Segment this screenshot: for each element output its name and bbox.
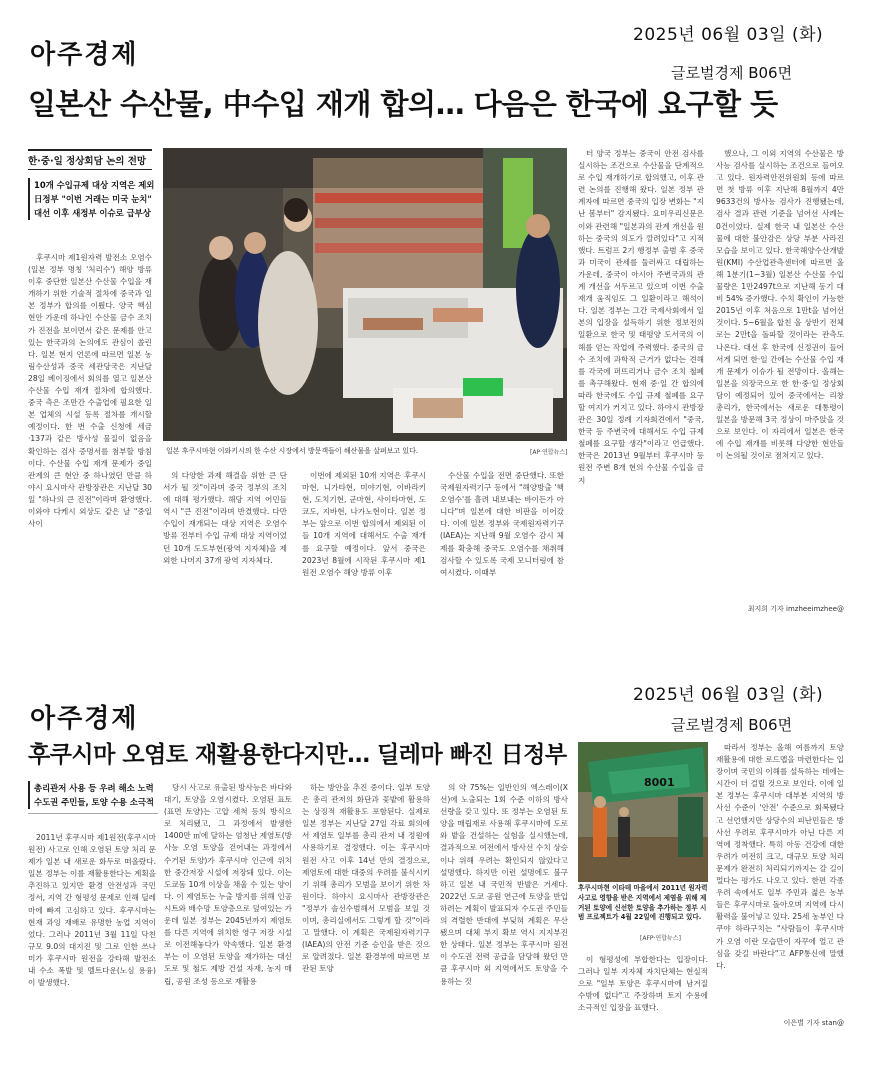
photo-caption: 후쿠시마현 이타테 마을에서 2011년 원자력 사고로 영향을 받은 지역에서 제염을 위해 제거된 토양에 신선한 토양을 추가하는 정부 시범 프로젝트가 4월 22일에 진행되고 있다.	[578, 884, 708, 922]
subheads	[28, 178, 156, 220]
article-column-3	[302, 470, 426, 616]
article-column-4	[440, 782, 568, 1078]
photo-credit: [AFP·연합뉴스]	[640, 935, 681, 942]
subhead-line: 日정부 "이번 거래는 미국 눈치"	[28, 192, 156, 206]
headline: 일본산 수산물, 中수입 재개 합의… 다음은 한국에 요구할 듯	[28, 87, 778, 121]
photo-credit: [AP·연합뉴스]	[530, 449, 568, 456]
body-text: 하는 방안을 추진 중이다. 일부 토양은 총리 관저의 화단과 꽃밭에 활용하는 상징적 재활용도 포함된다. 실제로 일본 정부는 지난달 27일 각료 회의에서 제염토 일부를 총리 관저 내 정원에 사용하기로 결정했다. 이는 후쿠시마 원전 사고 이후 14년 만의 결정으로, 제염토에 대한 대중의 우려를 불식시키기 위해 총리가 모범을 보이기 위한 차원이다. 하야시 요시마사 관방장관은 "정부가 솔선수범해서 모범을 보일 것이며, 총리실에서도 그렇게 할 것"이라고 말했다. 이 계획은 국제원자력기구(IAEA)의 안전 기준 승인을 받은 것으로 알려졌다. 일본 환경부에 따르면 보관된 토양	[302, 783, 430, 974]
subhead-line: 10개 수입규제 대상 지역은 제외	[28, 178, 156, 192]
section-label: 글로벌경제 B06면	[671, 64, 793, 82]
body-text: 따라서 정부는 올해 여름까지 토양 재활용에 대한 로드맵을 마련한다는 입장이며 국민의 이해를 설득하는 데에는 시간이 더 걸릴 것으로 보인다. 이에 일본 정부는 후쿠시마 대부분 지역의 방사선 수준이 '안전' 수준으로 회복됐다고 선언했지만 상당수의 피난민들은 방사선 우려로 후쿠시마가 아닌 다른 지역에 정착했다. 특히 아동 건강에 대한 우려가 여전히 크고, 대규모 토양 처리 문제가 완전히 처리되기까지는 갈 길이 멀다는 평가도 나오고 있다. 한편 각종 우려 속에서도 일부 주민과 젊은 농부들은 후쿠시마로 돌아오며 지역에 다시 활력을 불어넣고 있다. 25세 농부인 다쿠야 하라구치는 "사람들이 후쿠시마가 오염 이란 모습만이 자꾸에 얼고 관심을 갖길 바란다"고 AFP통신에 말했다.	[716, 743, 844, 970]
article-column-6	[716, 148, 844, 600]
body-text: 당시 사고로 유출된 방사능은 바다와 대기, 토양을 오염시켰다. 오염된 표토(표면 토양)는 고압 세척 등의 방식으로 처리됐고, 그 과정에서 발생한 1400만 ㎥에 달하는 엄청난 제염토(방사능 오염 토양을 걷어내는 과정에서 수거된 토양)가 후쿠시마 인근에 위치한 중간저장 시설에 저장돼 있다. 이는 도쿄돔 10개 이상을 채울 수 있는 양이다. 이 제염토는 누출 방지를 위해 인공시트와 배수망 토양층으로 덮여있는 가운데 일본 정부는 2045년까지 제염토를 다른 지역에 위치한 영구 저장 시설로 이전해놓다가 약속했다. 일본 환경부는 이 오염된 토양을 재가하는 대신 도로 및 철도 제방 건설 자재, 농지 매립, 공원 조성 등으로 재활용	[164, 783, 292, 986]
subhead-line: 총리관저 사용 등 우려 해소 노력	[28, 781, 158, 795]
market-scene-image	[163, 148, 567, 441]
section-label: 글로벌경제 B06면	[671, 716, 793, 734]
article-column-1	[28, 832, 156, 1078]
body-text: 후쿠시마 제1원자력 발전소 오염수(일본 정부 명칭 '처리수') 해양 방류 이후 중단한 일본산 수산물 수입을 재개하기 위한 기술적 절차에 중국과 일본 정부가 합의를 이뤘다. 양국 핵심 현안 가운데 하나인 수산물 금수 조치가 진전을 보이면서 같은 문제를 안고 있는 한국과의 논의에도 관심이 쏠린다. 일본 현지 언론에 따르면 일본 농림수산성과 중국 세관당국은 지난달 28일 베이징에서 회의를 열고 일본산 수산물 수입 재개 절차에 합의했다. 중국 측은 조만간 수출업에 필요한 일본 업체의 시설 등록 절차를 개시할 예정이다. 한 번 수출 신청에 세금·137과 같은 방사성 물질이 없음을 확인하는 검사 증명서를 첨부할 방침이다. 수산물 수입 재개 문제가 중일 관계의 큰 현안 중 하나였던 만큼 하야시 요시마사 관방장관은 지난달 30일 "하나의 큰 진전"이라며 환영했다. 이와야 다케시 외상도 같은 날 "중일 사이	[28, 253, 152, 529]
article-column-6	[716, 742, 844, 1014]
byline: 이은별 기자 stan@	[783, 1019, 844, 1027]
article-column-4	[440, 470, 564, 616]
body-text: 의 다양한 과제 해결을 위한 큰 단서가 될 것"이라며 중국 정부의 조치에 대해 평가했다. 해당 지역 어민들 역시 "큰 진전"이라며 반겼했다. 다만 수입이 재개되는 대상 지역은 오염수 방류 전부터 수입 규제 대상 지역이었던 10개 도도부현(광역 지자체)을 제외한 나머지 37개 광역 지자체다.	[163, 471, 287, 565]
body-text: 이 형평성에 부합한다는 입장이다. 그러나 일부 지자체 자치단체는 현실적으로 "일부 토양은 후쿠시마에 남겨질 수밖에 없다"고 주장하며 토지 수용에 소극적인 입장을 표했다.	[578, 955, 708, 1013]
publication-logo: 아주경제	[30, 40, 139, 70]
body-text: 이번에 제외된 10개 지역은 후쿠시마현, 니가타현, 미야기현, 이바라키현, 도치기현, 군마현, 사이타마현, 도쿄도, 지바현, 나가노현이다. 일본 정부는 앞으로 이번 합의에서 제외된 이들 10개 지역에 대해서도 수출 재개를 요구할 예정이다. 앞서 중국은 2023년 8월에 시작된 후쿠시마 제1원전 오염수 해양 방류 이후	[302, 471, 426, 577]
excavator-number: 8001	[644, 776, 675, 789]
article-date: 2025년 06월 03일 (화)	[633, 25, 824, 45]
body-text: 터 양국 정부는 중국이 안전 검사를 실시하는 조건으로 수산물을 단계적으로 수입 재개하기로 합의했고, 이후 관련 논의를 진행해 왔다. 일본 정부 관계자에 따르면 중국의 입장 변화는 "지난 봄부터" 감지됐다. 요미우리신문은 이와 관련해 "일본과의 관계 개선을 원하는 중국의 의도가 깔려있다"고 지적했다. 트럼프 2기 행정부 출범 후 중국과 미국이 관세를 둘러싸고 대립하는 가운데, 중국이 아시아 주변국과의 관계 개선을 서두르고 있으며 이번 수출 재개 움직임도 그 일환이라고 해석이다. 일본 정부는 그간 국제사회에서 일본의 입장을 설득하기 위한 정보전의 일환으로 한국 및 태평양 도서국의 이해를 얻는 작업에 주력했다. 중국의 금수 조치에 과학적 근거가 없다는 견해를 각국에 퍼뜨리거나 금수 조치 철폐를 촉구해왔다. 현재 중·일 간 합의에 따라 한국에도 수입 규제 철폐를 요구할 여지가 커지고 있다. 하야시 관방장관은 30일 정례 기자회견에서 "중국, 한국 등 주변국에 대해서도 수입 규제 철폐를 요구할 생각"이라고 언급했다. 한국은 2013년 9월부터 후쿠시마 등 원전 주변 8개 현의 수산물 수입을 금지	[578, 149, 704, 485]
subhead-line: 대선 이후 새정부 이슈로 급부상	[28, 206, 156, 220]
article-column-2	[164, 782, 292, 1078]
body-text: 2011년 후쿠시마 제1원전(후쿠시마원전) 사고로 인해 오염된 토양 처리 문제가 일본 내 새로운 화두로 떠올랐다. 일본 정부는 이를 재활용한다는 계획을 추진하고 있지만 환경 안전성과 국민 정서, 지역 간 형평성 문제로 인해 딜레마에 빠져 고심하고 있다. 후쿠시마는 현재 과잉 재배로 유명한 농업 지역이었다. 그러나 2011년 3월 11일 닥친 규모 9.0의 대지진 및 그로 인한 쓰나미가 후쿠시마 원전을 강타해 발전소 내 수소 폭발 및 멜트다운(노심 용융)이 발생했다.	[28, 833, 156, 988]
article-column-5	[578, 954, 708, 1078]
byline: 최지희 기자 imzheeimzhee@	[747, 605, 844, 613]
article-column-1	[28, 252, 152, 616]
article-clip-2	[0, 672, 870, 1083]
article-column-2	[163, 470, 287, 616]
article-column-5	[578, 148, 704, 616]
body-text: 의 약 75%는 일반인의 엑스레이(X선)에 노출되는 1회 수준 이하의 방사선량을 갖고 있다. 또 정부는 오염된 토양을 매립재로 사용해 후쿠시마에 도로와 밭을 건설하는 실험을 실시했는데, 결과적으로 여전에서 방사선 수치 상승이나 위해 우려는 확인되지 않았다고 설명했다. 하지만 이런 설명에도 불구하고 일본 내 국민적 반발은 거세다. 2022년 도쿄 공원 연근에 토양을 반입하려는 계획이 발표되자 수도권 주민들의 격렬한 반대에 부딪혀 계획은 무산됐으며 대체 부지 확보 역시 지지부진한 상태다. 일본 정부는 후쿠시마 원전이 수도권 전력 공급을 담당해 왔던 만큼 후쿠시마 외 지역에서도 토양을 수용하는 것	[440, 783, 568, 986]
article-column-3	[302, 782, 430, 1078]
headline: 후쿠시마 오염토 재활용한다지만… 딜레마 빠진 日정부	[28, 742, 567, 768]
excavator-photo	[578, 742, 708, 882]
subhead-line: 수도권 주민들, 토양 수용 소극적	[28, 795, 158, 809]
market-photo	[163, 148, 567, 441]
subheads	[28, 781, 158, 814]
photo-caption: 일본 후쿠시마현 이와키시의 한 수산 시장에서 방문객들이 해산물을 살펴보고 있다.	[166, 447, 419, 455]
body-text: 했으나, 그 이외 지역의 수산물은 방사능 검사를 실시하는 조건으로 들여오고 있다. 원자력안전위원회 등에 따르면 첫 방류 이후 지난해 8월까지 4만9633건의 방사능 검사가 진행됐는데, 검사 결과 관련 기준을 넘어선 사례는 0건이었다. 실제 한국 내 일본산 수산물에 대한 불안감은 상당 부분 사라진 모습을 보이고 있다. 한국해양수산개발원(KMI) 수산업관측센터에 따르면 올해 1분기(1~3월) 일본산 수산물 수입 물량은 1만2497t으로 지난해 동기 대비 54% 증가했다. 수치 확인이 가능한 2015년 이후 처음으로 1만t을 넘어선 것이다. 5~6월을 합친 올 상반기 전체로는 2만t을 돌파할 것이라는 관측도 나온다. 대선 후 한국에 신정권이 들어서게 되면 한·일 간에는 수산물 수입 재개 문제가 이슈가 될 전망이다. 올해는 일본을 의장국으로 한 한·중·일 정상회담이 예정되어 있어 중국에서는 리창 총리가, 한국에서는 새로운 대통령이 일본을 방문해 3국 정상이 마주앉을 것으로 보인다. 이 자리에서 일본은 한국에 수입 재개를 비롯해 다양한 현안들이 논의될 것이로 점쳐지고 있다.	[716, 149, 844, 461]
excavator-scene-image	[578, 742, 708, 882]
publication-logo: 아주경제	[30, 704, 139, 734]
article-date: 2025년 06월 03일 (화)	[633, 685, 824, 705]
kicker: 한·중·일 정상회담 논의 전망	[28, 149, 152, 170]
body-text: 수산물 수입을 전면 중단했다. 또한 국제원자력기구 등에서 "해양방출 '핵오염수'를 흘려 내보내는 바이든가 아니다"며 일본에 대한 비판을 이어갔다. 이에 일본 정부와 국제원자력기구(IAEA)는 지난해 9월 오염수 감시 체제를 확충해 중국도 오염수를 채취해 검사할 수 있도록 국제 모니터링에 참여시켰다. 이때부	[440, 471, 564, 577]
